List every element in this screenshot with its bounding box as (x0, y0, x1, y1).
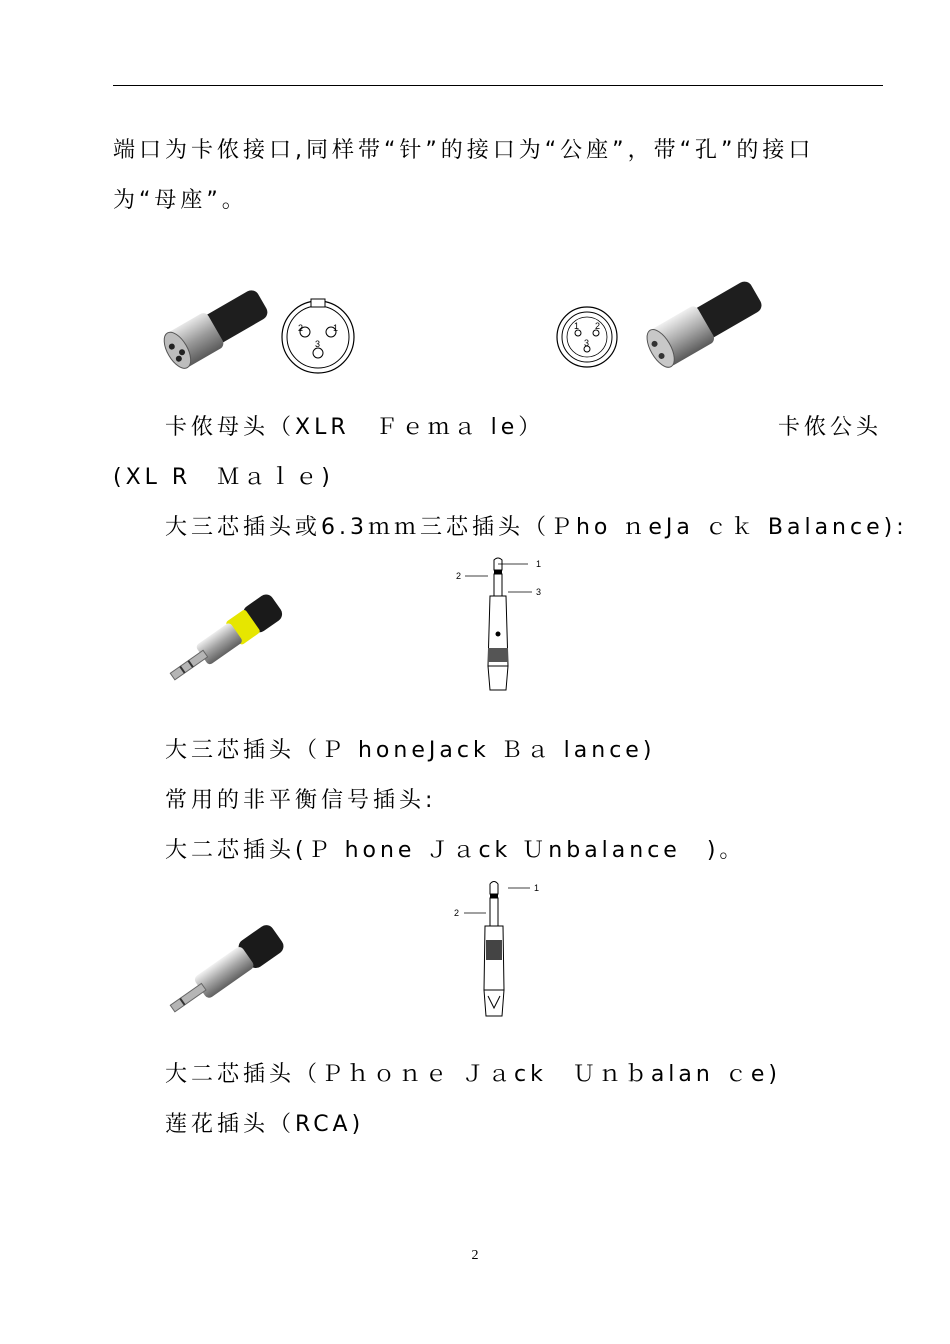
ts-pin-2: 2 (454, 908, 460, 918)
ts-jack-diagram (450, 878, 550, 1023)
caption-xlr-male-b: (XL R Ｍａｌｅ) (113, 465, 334, 490)
paragraph-line-2: 为“母座”。 (113, 188, 248, 213)
xlr-m-pin-2: 2 (595, 321, 601, 331)
xlr-female-photo (160, 268, 285, 380)
ts-jack-photo (160, 912, 300, 1027)
xlr-m-pin-3: 3 (584, 338, 590, 348)
trs-pin-2: 2 (456, 571, 462, 581)
xlr-male-photo (640, 268, 770, 380)
xlr-f-pin-3: 3 (315, 339, 321, 349)
xlr-female-pin-diagram (278, 295, 360, 377)
ts-caption: 大二芯插头（Ｐｈｏｎｅ Ｊａck Ｕｎｂalan ｃe) (165, 1062, 781, 1087)
xlr-f-pin-2: 2 (298, 323, 304, 333)
caption-xlr-male-a: 卡侬公头 (778, 415, 883, 440)
xlr-male-pin-diagram (555, 303, 621, 369)
ts-pin-1: 1 (534, 883, 540, 893)
paragraph-line-1: 端口为卡侬接口,同样带“针”的接口为“公座”，带“孔”的接口 (113, 138, 815, 163)
trs-pin-1: 1 (536, 559, 542, 569)
unbalanced-heading: 常用的非平衡信号插头: (165, 788, 437, 813)
caption-xlr-female: 卡侬母头（XLR Ｆｅｍａ le） (165, 415, 545, 440)
trs-pin-3: 3 (536, 587, 542, 597)
trs-heading: 大三芯插头或6.3ｍｍ三芯插头（Ｐho ｎeJa ｃｋ Balance): (165, 515, 908, 540)
header-rule (113, 85, 883, 86)
trs-jack-diagram (450, 556, 560, 696)
page-number: 2 (471, 1248, 479, 1263)
xlr-f-pin-1: 1 (333, 323, 339, 333)
trs-caption: 大三芯插头（Ｐ honeJack Ｂａ lance) (165, 738, 656, 763)
trs-jack-photo (160, 580, 300, 695)
rca-heading: 莲花插头（RCA) (165, 1112, 365, 1137)
xlr-m-pin-1: 1 (574, 321, 580, 331)
ts-heading: 大二芯插头(Ｐ hone Ｊａck Ｕnbalance )。 (165, 838, 746, 863)
